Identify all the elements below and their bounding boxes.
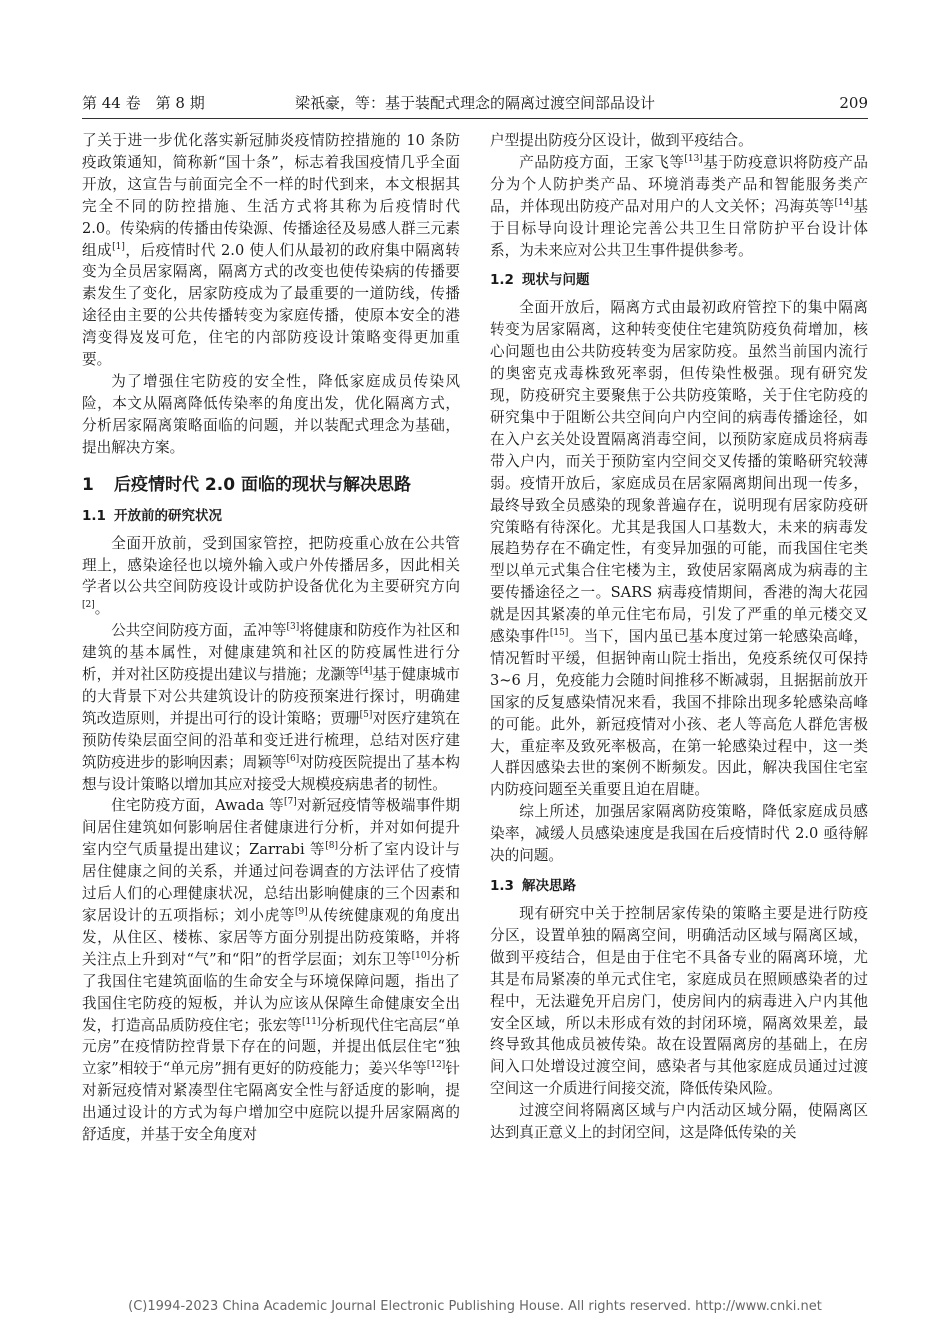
paragraph: 户型提出防疫分区设计，做到平疫结合。 bbox=[490, 132, 753, 149]
running-title: 梁祇豪，等：基于装配式理念的隔离过渡空间部品设计 bbox=[294, 94, 655, 112]
section-heading: 1 后疫情时代 2.0 面临的现状与解决思路 bbox=[82, 474, 411, 495]
subsection-heading: 1.1 开放前的研究状况 bbox=[82, 507, 222, 524]
left-column bbox=[82, 130, 460, 1146]
subsection-heading: 1.3 解决思路 bbox=[490, 878, 576, 894]
journal-volume: 第 44 卷 第 8 期 bbox=[82, 94, 205, 112]
paragraph: 住宅防疫方面，Awada 等[7]对新冠疫情等极端事件期间居住建筑如何影响居住者健康进行分析，并对如何提升室内空气质量提出建议；Zarrabi 等[8]分析了室内设计与居住健康之间的关系，并通过问卷调查的方法评估了疫情过后人们的心理健康状况，总结出影响健康的三个因素和家居设计的五项指标；刘小虎等[9]从传统健康观的角度出发，从住区、楼栋、家居等方面分别提出防疫策略，并将关注点上升到对“气”和“阳”的哲学层面；刘东卫等[10]分析了我国住宅建筑面临的生命安全与环境保障问题，指出了我国住宅防疫的短板，并认为应该从保障生命健康安全出发，打造高品质防疫住宅；张宏等[11]分析现代住宅高层“单元房”在疫情防控背景下存在的问题，并提出低层住宅“独立家”相较于“单元房”拥有更好的防疫能力；姜兴华等[12]针对新冠疫情对紧凑型住宅隔离安全性与舒适度的影响，提出通过设计的方式为每户增加空中庭院以提升居家隔离的舒适度，并基于安全角度对 bbox=[82, 797, 460, 1144]
paragraph: 公共空间防疫方面，孟冲等[3]将健康和防疫作为社区和建筑的基本属性，对健康建筑和社区的防疫属性进行分析，并对社区防疫提出建议与措施；龙灏等[4]基于健康城市的大背景下对公共建筑设计的防疫预案进行探讨，明确建筑改造原则，并提出可行的设计策略；贾珊[5]对医疗建筑在预防传染层面空间的沿革和变迁进行梳理，总结对医疗建筑防疫进步的影响因素；周颖等[6]对防疫医院提出了基本构想与设计策略以增加其应对接受大规模疫病患者的韧性。 bbox=[82, 622, 460, 793]
paragraph: 现有研究中关于控制居家传染的策略主要是进行防疫分区，设置单独的隔离空间，明确活动区域与隔离区域，做到平疫结合，但是由于住宅不具备专业的隔离环境，尤其是布局紧凑的单元式住宅，家庭成员在照顾感染者的过程中，无法避免开启房门，使房间内的病毒进入户内其他安全区域，所以未形成有效的封闭环境，隔离效果差，最终导致其他成员被传染。故在设置隔离房的基础上，在房间入口处增设过渡空间，感染者与其他家庭成员通过过渡空间这一介质进行间接交流，降低传染风险。 bbox=[490, 905, 868, 1098]
copyright-footer: (C)1994-2023 China Academic Journal Electronic Publishing House. All rights reserved. http://www.cnki.net bbox=[128, 1299, 822, 1314]
paragraph: 产品防疫方面，王家飞等[13]基于防疫意识将防疫产品分为个人防护类产品、环境消毒类产品和智能服务类产品，并体现出防疫产品对用户的人文关怀；冯海英等[14]基于目标导向设计理论完善公共卫生日常防护平台设计体系，为未来应对公共卫生事件提供参考。 bbox=[490, 153, 868, 259]
paragraph: 全面开放后，隔离方式由最初政府管控下的集中隔离转变为居家隔离，这种转变使住宅建筑防疫负荷增加，核心问题也由公共防疫转变为居家防疫。虽然当前国内流行的奥密克戎毒株致死率弱，但传染性极强。现有研究发现，防疫研究主要聚焦于公共防疫策略，关于住宅防疫的研究集中于阻断公共空间向户内空间的病毒传播途径，如在入户玄关处设置隔离消毒空间，以预防家庭成员将病毒带入户内，而关于预防室内空间交叉传播的策略研究较薄弱。疫情开放后，家庭成员在居家隔离期间出现一传多，最终导致全员感染的现象普遍存在，说明现有居家防疫研究策略有待深化。尤其是我国人口基数大，未来的病毒发展趋势存在不确定性，有变异加强的可能，而我国住宅类型以单元式集合住宅楼为主，致使居家隔离成为病毒的主要传播途径之一。SARS 病毒疫情期间，香港的淘大花园就是因其紧凑的单元住宅布局，引发了严重的单元楼交叉感染事件[15]。当下，国内虽已基本度过第一轮感染高峰，情况暂时平缓，但据钟南山院士指出，免疫系统仅可保持 3~6 月，免疫能力会随时间推移不断减弱，且据据前放开国家的反复感染情况来看，我国不排除出现多轮感染高峰的可能。此外，新冠疫情对小孩、老人等高危人群危害极大，重症率及致死率极高，在第一轮感染过程中，这一类人群因感染去世的案例不断频发。因此，解决我国住宅室内防疫问题至关重要且迫在眉睫。 bbox=[490, 299, 868, 799]
paragraph: 为了增强住宅防疫的安全性，降低家庭成员传染风险，本文从隔离降低传染率的角度出发，优化隔离方式，分析居家隔离策略面临的问题，并以装配式理念为基础，提出解决方案。 bbox=[82, 372, 460, 456]
paragraph: 了关于进一步优化落实新冠肺炎疫情防控措施的 10 条防疫政策通知，简称新“国十条”，标志着我国疫情几乎全面开放，这宣告与前面完全不一样的时代到来，本文根据其完全不同的防控措施、生活方式将其称为后疫情时代 2.0。传染病的传播由传染源、传播途径及易感人群三元素组成[1]，后疫情时代 2.0 使人们从最初的政府集中隔离转变为全员居家隔离，隔离方式的改变也使传染病的传播要素发生了变化，居家防疫成为了最重要的一道防线，传播途径由主要的公共传播转变为家庭传播，使原本安全的港湾变得岌岌可危，住宅的内部防疫设计策略变得更加重要。 bbox=[82, 132, 460, 369]
paragraph: 全面开放前，受到国家管控，把防疫重心放在公共管理上，感染途径也以境外输入或户外传播居多，因此相关学者以公共空间防疫设计或防护设备优化为主要研究方向[2]。 bbox=[82, 534, 460, 618]
paragraph: 综上所述，加强居家隔离防疫策略，降低家庭成员感染率，减缓人员感染速度是我国在后疫情时代 2.0 亟待解决的问题。 bbox=[490, 803, 868, 865]
paragraph: 过渡空间将隔离区域与户内活动区域分隔，使隔离区达到真正意义上的封闭空间，这是降低传染的关 bbox=[490, 1102, 868, 1142]
page-number: 209 bbox=[839, 94, 868, 112]
header-rule bbox=[82, 118, 868, 119]
subsection-heading: 1.2 现状与问题 bbox=[490, 272, 590, 289]
right-column bbox=[490, 130, 868, 1144]
running-header bbox=[82, 92, 868, 114]
